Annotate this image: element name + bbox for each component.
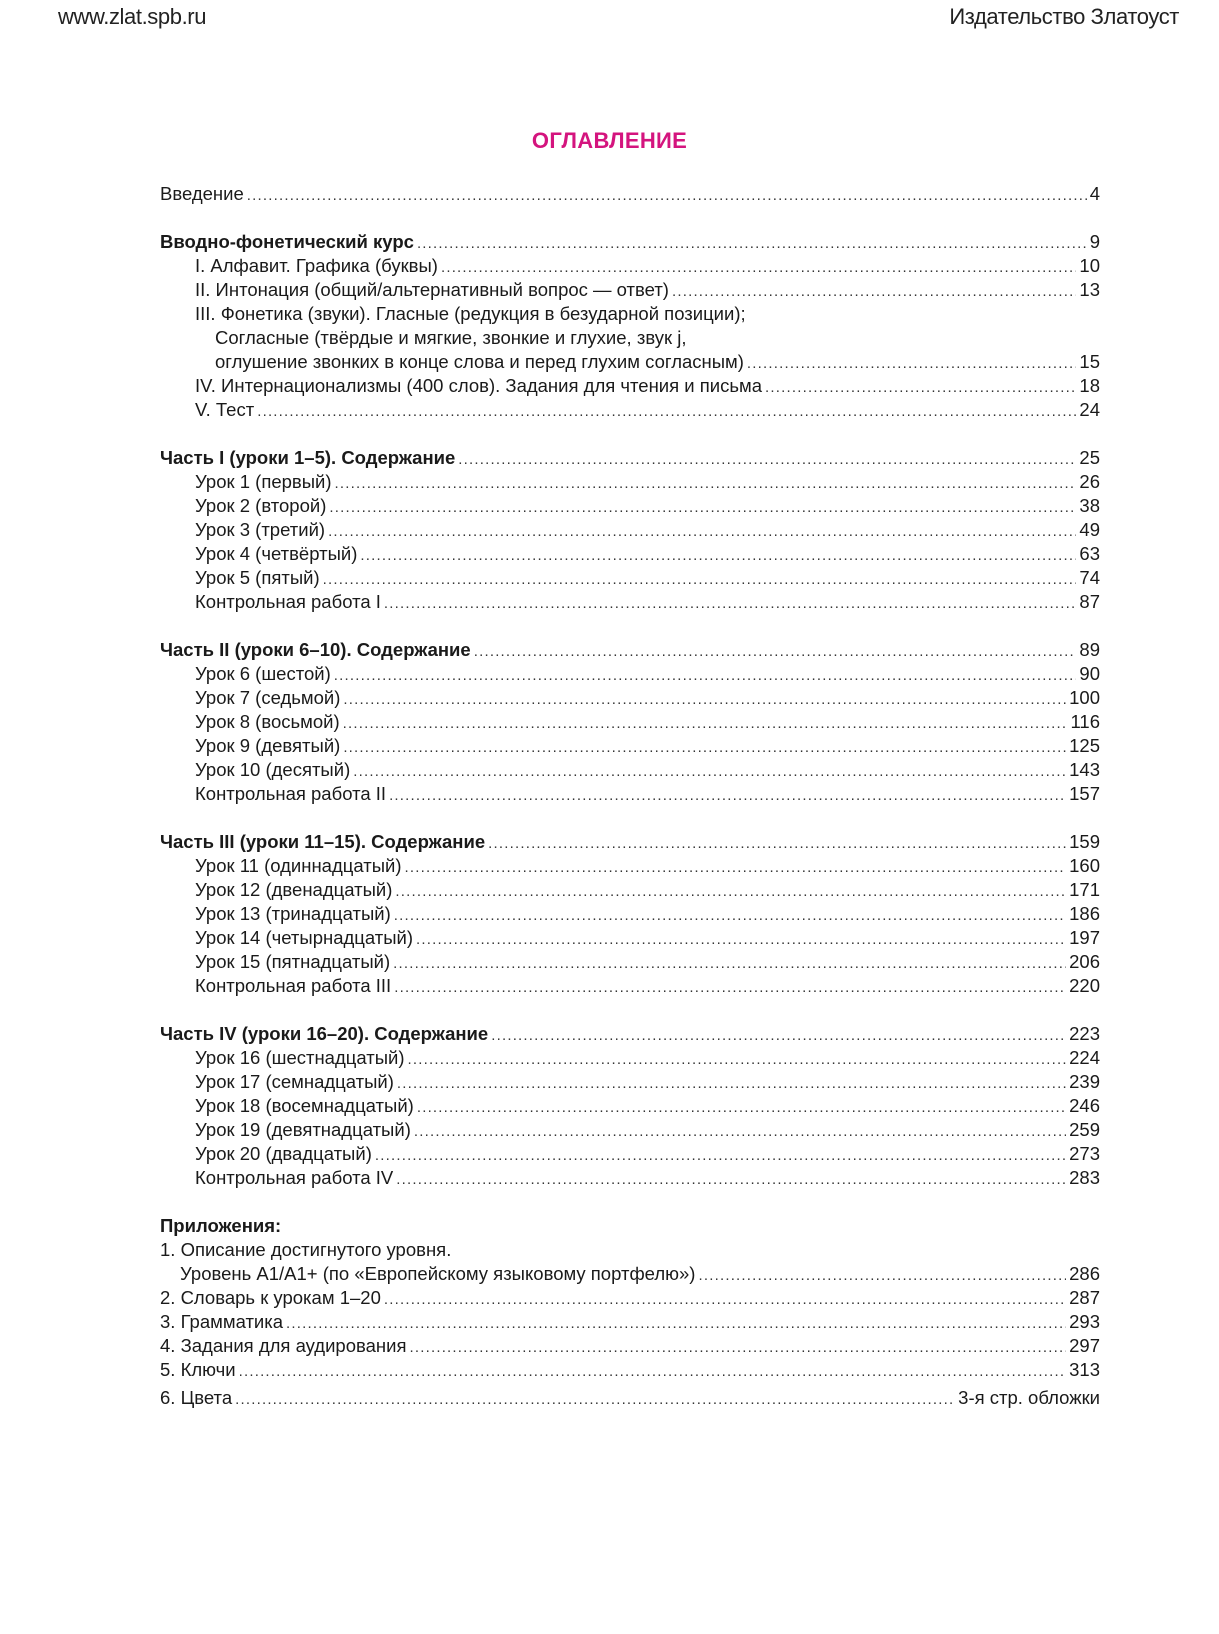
- toc-page-number: 286: [1069, 1263, 1100, 1284]
- toc-entry-label: Урок 10 (десятый): [195, 759, 351, 780]
- toc-section-part-3[interactable]: [160, 830, 1100, 854]
- toc-entry[interactable]: [160, 494, 1100, 518]
- toc-page-number: 287: [1069, 1287, 1100, 1308]
- toc-page-number: 159: [1069, 831, 1100, 852]
- dot-leader: [239, 1360, 1067, 1384]
- toc-entry-label: V. Тест: [195, 399, 255, 420]
- toc-page-number: 297: [1069, 1335, 1100, 1356]
- toc-section-label: Часть IV (уроки 16–20). Содержание: [160, 1023, 489, 1044]
- toc-entry-continued[interactable]: [160, 1238, 1100, 1262]
- dot-leader: [488, 832, 1066, 856]
- toc-section-label: Часть I (уроки 1–5). Содержание: [160, 447, 456, 468]
- toc-entry-label: 3. Грамматика: [160, 1311, 284, 1332]
- toc-page-number: 206: [1069, 951, 1100, 972]
- toc-page-number: 186: [1069, 903, 1100, 924]
- toc-entry-label: Контрольная работа I: [195, 591, 381, 612]
- toc-entry-label: Урок 18 (восемнадцатый): [195, 1095, 414, 1116]
- toc-page-number: 239: [1069, 1071, 1100, 1092]
- dot-leader: [405, 856, 1067, 880]
- dot-leader: [384, 1288, 1066, 1312]
- toc-entry[interactable]: [160, 374, 1100, 398]
- dot-leader: [394, 904, 1066, 928]
- toc-page-number: 224: [1069, 1047, 1100, 1068]
- toc-page-number: 4: [1089, 183, 1100, 204]
- dot-leader: [416, 928, 1066, 952]
- dot-leader: [353, 760, 1066, 784]
- dot-leader: [395, 880, 1066, 904]
- dot-leader: [417, 1096, 1066, 1120]
- dot-leader: [235, 1388, 955, 1412]
- dot-leader: [408, 1048, 1067, 1072]
- toc-entry-label: Урок 20 (двадцатый): [195, 1143, 372, 1164]
- toc-entry-label: Контрольная работа II: [195, 783, 387, 804]
- toc-entry-label: Урок 3 (третий): [195, 519, 326, 540]
- dot-leader: [474, 640, 1077, 664]
- site-url: www.zlat.spb.ru: [58, 4, 207, 29]
- toc-entry[interactable]: [160, 470, 1100, 494]
- dot-leader: [394, 976, 1066, 1000]
- toc-page-number: 74: [1079, 567, 1100, 588]
- toc-page-number: 10: [1079, 255, 1100, 276]
- toc-entry-label: Урок 14 (четырнадцатый): [195, 927, 414, 948]
- toc-entry-label: Урок 19 (девятнадцатый): [195, 1119, 411, 1140]
- dot-leader: [441, 256, 1076, 280]
- toc-page-number: 313: [1069, 1359, 1100, 1380]
- toc-section-label: Часть III (уроки 11–15). Содержание: [160, 831, 486, 852]
- dot-leader: [747, 352, 1077, 376]
- publisher-name: Издательство Златоуст: [949, 4, 1179, 29]
- toc-entry[interactable]: [160, 1310, 1100, 1334]
- dot-leader: [329, 496, 1076, 520]
- toc-page-number: 90: [1079, 663, 1100, 684]
- dot-leader: [343, 688, 1066, 712]
- toc-entry-label: IV. Интернационализмы (400 слов). Задания для чтения и письма: [195, 375, 763, 396]
- toc-page-number: 100: [1069, 687, 1100, 708]
- toc-page-number: 38: [1079, 495, 1100, 516]
- dot-leader: [328, 520, 1076, 544]
- toc-section-appendix: [160, 1214, 1100, 1238]
- dot-leader: [491, 1024, 1066, 1048]
- toc-entry[interactable]: [160, 254, 1100, 278]
- dot-leader: [409, 1336, 1066, 1360]
- toc-entry-label: 1. Описание достигнутого уровня.: [160, 1239, 452, 1260]
- toc-page-number: 63: [1079, 543, 1100, 564]
- dot-leader: [360, 544, 1076, 568]
- toc-page-number: 160: [1069, 855, 1100, 876]
- toc-entry-label: 6. Цвета: [160, 1387, 233, 1408]
- toc-entry-label: Контрольная работа IV: [195, 1167, 394, 1188]
- toc-page-number: 197: [1069, 927, 1100, 948]
- toc-entry-label: оглушение звонких в конце слова и перед глухим согласным): [215, 351, 744, 372]
- toc-page-number: 15: [1079, 351, 1100, 372]
- toc-entry[interactable]: [160, 542, 1100, 566]
- toc-section-label: Вводно-фонетический курс: [160, 231, 414, 252]
- toc-page-number: 143: [1069, 759, 1100, 780]
- toc-entry-label: Урок 5 (пятый): [195, 567, 320, 588]
- toc-entry-label: Урок 8 (восьмой): [195, 711, 340, 732]
- toc-entry[interactable]: [160, 1262, 1100, 1286]
- toc-entry-label: Контрольная работа III: [195, 975, 392, 996]
- toc-entry-label: Урок 15 (пятнадцатый): [195, 951, 391, 972]
- toc-entry[interactable]: [160, 662, 1100, 686]
- dot-leader: [375, 1144, 1066, 1168]
- toc-page-number: 13: [1079, 279, 1100, 300]
- toc-entry-label: Уровень А1/А1+ (по «Европейскому языковому портфелю»): [180, 1263, 696, 1284]
- toc-section-phonetic[interactable]: [160, 230, 1100, 254]
- dot-leader: [334, 664, 1077, 688]
- toc-entry[interactable]: [160, 974, 1100, 998]
- toc-entry[interactable]: [160, 1286, 1100, 1310]
- toc-page-number: 293: [1069, 1311, 1100, 1332]
- toc-entry-label: Урок 13 (тринадцатый): [195, 903, 391, 924]
- toc-entry-label: III. Фонетика (звуки). Гласные (редукция в безударной позиции);: [195, 303, 746, 324]
- toc-entry[interactable]: [160, 734, 1100, 758]
- toc-page-number: 259: [1069, 1119, 1100, 1140]
- toc-entry[interactable]: [160, 566, 1100, 590]
- toc-page-number: 9: [1089, 231, 1100, 252]
- toc-page-number: 157: [1069, 783, 1100, 804]
- toc-entry-label: I. Алфавит. Графика (буквы): [195, 255, 438, 276]
- toc-entry-label: Введение: [160, 183, 244, 204]
- toc-entry[interactable]: [160, 782, 1100, 806]
- toc-entry[interactable]: [160, 1094, 1100, 1118]
- toc-page-number: 89: [1079, 639, 1100, 660]
- toc-page-number: 26: [1079, 471, 1100, 492]
- dot-leader: [397, 1072, 1066, 1096]
- toc-page-number: 171: [1069, 879, 1100, 900]
- toc-entry[interactable]: [160, 1070, 1100, 1094]
- dot-leader: [323, 568, 1077, 592]
- toc-entry[interactable]: [160, 950, 1100, 974]
- toc-page-number: 25: [1079, 447, 1100, 468]
- toc-section-part-1[interactable]: [160, 446, 1100, 470]
- toc-entry[interactable]: [160, 926, 1100, 950]
- toc-entry-label: 5. Ключи: [160, 1359, 236, 1380]
- dot-leader: [257, 400, 1076, 424]
- toc-page-number: 273: [1069, 1143, 1100, 1164]
- toc-entry[interactable]: [160, 902, 1100, 926]
- dot-leader: [417, 232, 1087, 256]
- dot-leader: [343, 712, 1068, 736]
- toc-entry[interactable]: [160, 1334, 1100, 1358]
- toc-page-number: 24: [1079, 399, 1100, 420]
- toc-entry[interactable]: [160, 1142, 1100, 1166]
- dot-leader: [698, 1264, 1066, 1288]
- toc-entry-continued[interactable]: [160, 326, 1100, 350]
- toc-entry-label: Урок 16 (шестнадцатый): [195, 1047, 405, 1068]
- toc-entry[interactable]: [160, 398, 1100, 422]
- toc-section-label: Часть II (уроки 6–10). Содержание: [160, 639, 471, 660]
- toc-page-number: 283: [1069, 1167, 1100, 1188]
- dot-leader: [335, 472, 1077, 496]
- toc-entry-label: Урок 2 (второй): [195, 495, 327, 516]
- toc-entry-label: 4. Задания для аудирования: [160, 1335, 407, 1356]
- toc-page-number: 246: [1069, 1095, 1100, 1116]
- dot-leader: [765, 376, 1076, 400]
- toc-entry[interactable]: [160, 590, 1100, 614]
- toc-entry[interactable]: [160, 686, 1100, 710]
- toc-entry[interactable]: [160, 1386, 1100, 1410]
- dot-leader: [396, 1168, 1066, 1192]
- toc-page-number: 18: [1079, 375, 1100, 396]
- dot-leader: [343, 736, 1066, 760]
- page-title: ОГЛАВЛЕНИЕ: [531, 128, 688, 153]
- toc-entry[interactable]: [160, 1118, 1100, 1142]
- toc-entry[interactable]: [160, 854, 1100, 878]
- toc-page-number: 49: [1079, 519, 1100, 540]
- dot-leader: [414, 1120, 1066, 1144]
- toc-entry-intro[interactable]: [160, 182, 1100, 206]
- dot-leader: [247, 184, 1087, 208]
- toc-entry[interactable]: [160, 758, 1100, 782]
- dot-leader: [672, 280, 1076, 304]
- toc-section-part-2[interactable]: [160, 638, 1100, 662]
- toc-entry-label: Урок 11 (одиннадцатый): [195, 855, 402, 876]
- toc-entry-label: Урок 9 (девятый): [195, 735, 341, 756]
- toc-page-number: 223: [1069, 1023, 1100, 1044]
- toc-entry[interactable]: [160, 350, 1100, 374]
- toc-entry-label: Урок 12 (двенадцатый): [195, 879, 393, 900]
- toc-entry[interactable]: [160, 1358, 1100, 1382]
- toc-entry[interactable]: [160, 1046, 1100, 1070]
- dot-leader: [286, 1312, 1066, 1336]
- toc-page-number: 116: [1070, 711, 1100, 732]
- toc-entry-label: Урок 1 (первый): [195, 471, 332, 492]
- toc-section-label: Приложения:: [160, 1215, 282, 1236]
- toc-entry-continued[interactable]: [160, 302, 1100, 326]
- toc-section-part-4[interactable]: [160, 1022, 1100, 1046]
- dot-leader: [458, 448, 1076, 472]
- toc-entry-label: Урок 6 (шестой): [195, 663, 331, 684]
- toc-entry-label: Урок 7 (седьмой): [195, 687, 341, 708]
- dot-leader: [389, 784, 1066, 808]
- toc-page-number: 3-я стр. обложки: [958, 1387, 1100, 1408]
- toc-entry-label: Согласные (твёрдые и мягкие, звонкие и глухие, звук j,: [215, 327, 687, 348]
- toc-entry[interactable]: [160, 518, 1100, 542]
- toc-entry[interactable]: [160, 278, 1100, 302]
- toc-entry-label: 2. Словарь к урокам 1–20: [160, 1287, 381, 1308]
- toc-page-number: 125: [1069, 735, 1100, 756]
- toc-entry-label: II. Интонация (общий/альтернативный вопрос — ответ): [195, 279, 669, 300]
- toc-entry[interactable]: [160, 878, 1100, 902]
- toc-entry-label: Урок 4 (четвёртый): [195, 543, 358, 564]
- toc-page-number: 87: [1079, 591, 1100, 612]
- toc-entry-label: Урок 17 (семнадцатый): [195, 1071, 394, 1092]
- dot-leader: [393, 952, 1066, 976]
- toc-page-number: 220: [1069, 975, 1100, 996]
- toc-entry[interactable]: [160, 710, 1100, 734]
- dot-leader: [384, 592, 1077, 616]
- toc-entry[interactable]: [160, 1166, 1100, 1190]
